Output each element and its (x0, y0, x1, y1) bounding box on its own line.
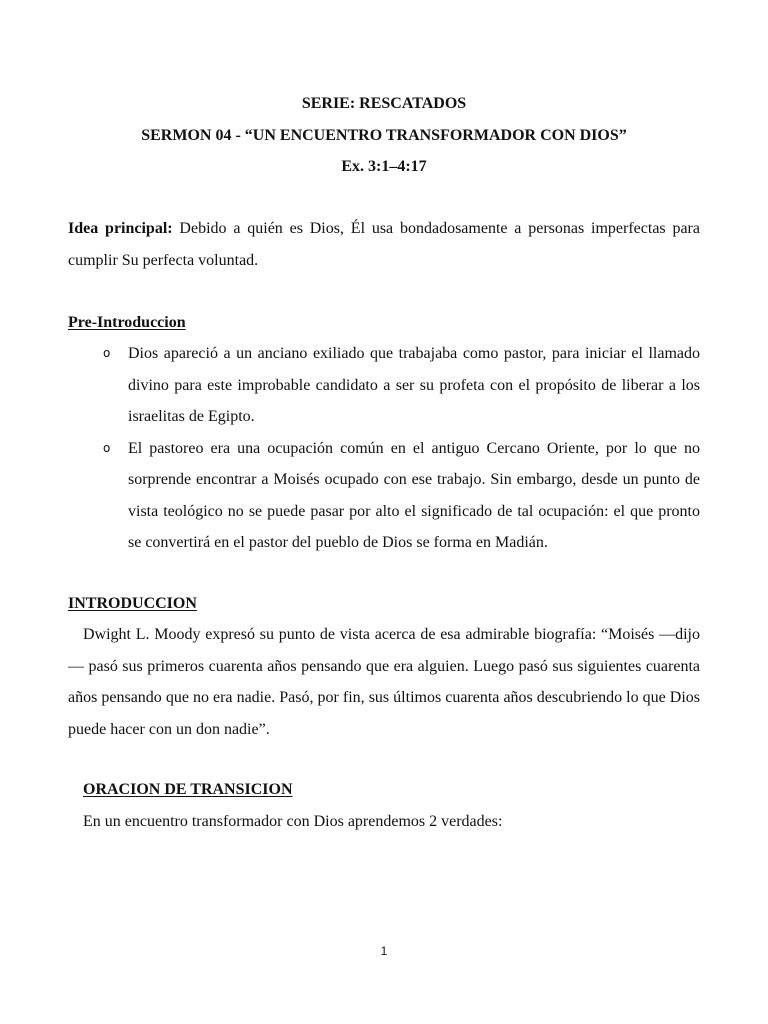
pre-introduction-heading: Pre-Introduccion (68, 314, 186, 331)
scripture-reference: Ex. 3:1–4:17 (341, 158, 427, 175)
introduction-heading: INTRODUCCION (68, 595, 197, 612)
list-item-text: El pastoreo era una ocupación común en el antiguo Cercano Oriente, por lo que no sorprende encontrar a Moisés ocupado con ese trabajo. Sin embargo, desde un punto de vista teológico no se puede pasar por alto el significado de tal ocupación: el que pronto se convertirá en el pastor del pueblo de Dios se forma en Madián. (128, 439, 700, 551)
series-title: SERIE: RESCATADOS (301, 95, 467, 112)
introduction-paragraph: Dwight L. Moody expresó su punto de vista acerca de esa admirable biografía: “Moisés —dijo— pasó sus primeros cuarenta años pensando que era alguien. Luego pasó sus siguientes cuarenta años pensando que no era nadie. Pasó, por fin, sus últimos cuarenta años descubriendo lo que Dios puede hacer con un don nadie”. (68, 626, 700, 738)
main-idea-label: Idea principal: (68, 220, 173, 237)
list-item-text: Dios apareció a un anciano exiliado que trabajaba como pastor, para iniciar el llamado divino para este improbable candidato a ser su profeta con el propósito de liberar a los israelitas de Egipto. (128, 345, 700, 425)
main-idea-text: Debido a quién es Dios, Él usa bondadosamente a personas imperfectas para cumplir Su perfecta voluntad. (68, 220, 700, 269)
hollow-bullet-icon: o (103, 346, 111, 360)
page-number: 1 (380, 944, 388, 958)
hollow-bullet-icon: o (103, 440, 111, 455)
main-idea-paragraph (68, 213, 700, 276)
transition-paragraph: En un encuentro transformador con Dios aprendemos 2 verdades: (83, 813, 503, 830)
pre-introduction-list (103, 338, 700, 559)
sermon-title: SERMON 04 - “UN ENCUENTRO TRANSFORMADOR CON DIOS” (141, 127, 627, 144)
list-item (103, 433, 700, 559)
transition-heading: ORACION DE TRANSICION (83, 781, 293, 798)
list-item (103, 338, 700, 433)
